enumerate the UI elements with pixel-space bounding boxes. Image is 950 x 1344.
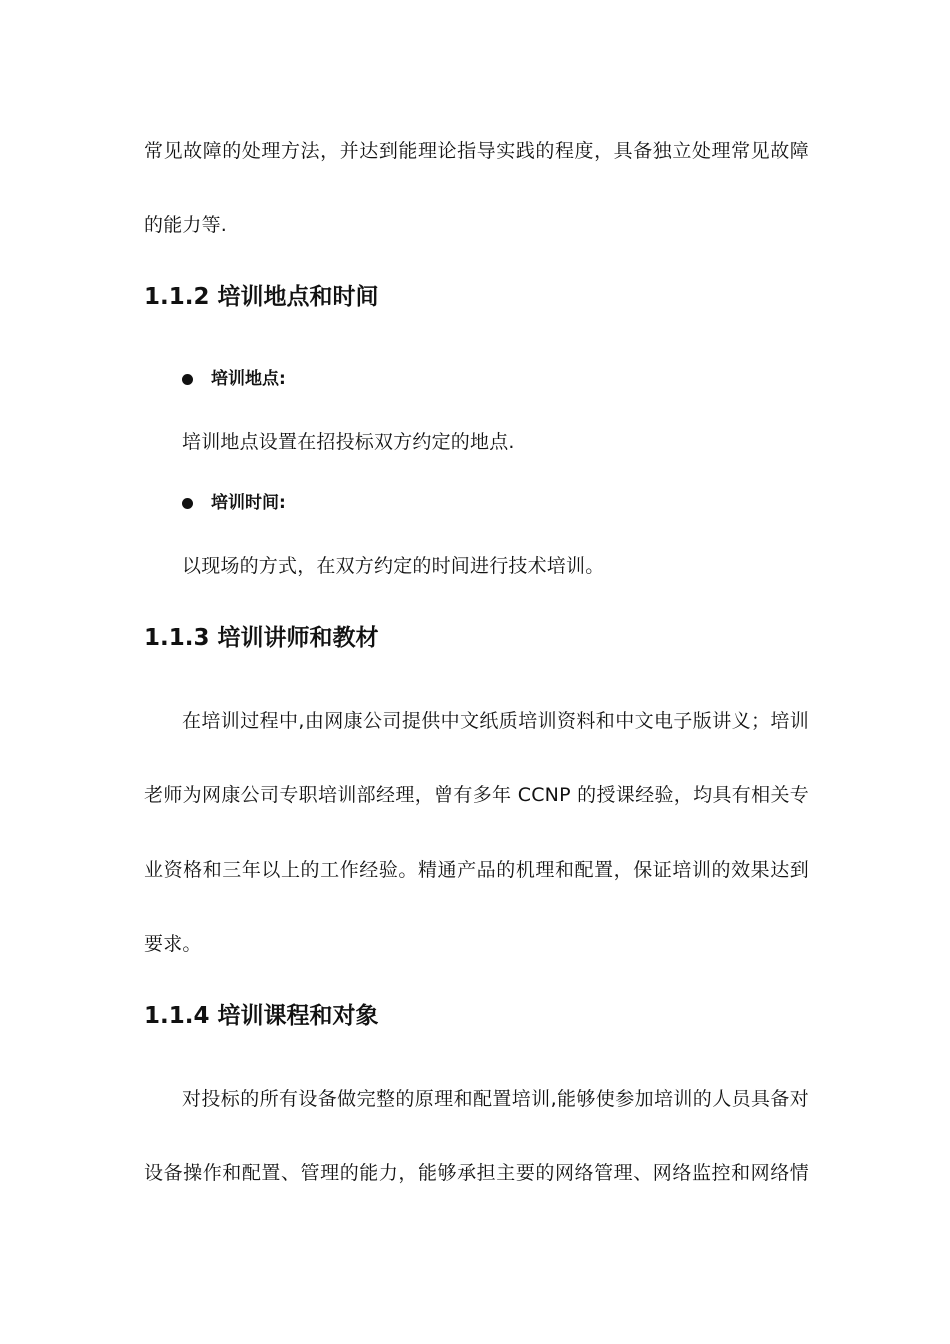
section-heading-1-1-3: 1.1.3 培训讲师和教材 [144,625,379,651]
section-heading-1-1-2: 1.1.2 培训地点和时间 [144,284,379,310]
paragraph-line: 业资格和三年以上的工作经验。精通产品的机理和配置，保证培训的效果达到 [144,859,809,881]
bullet-item-time [182,490,286,516]
paragraph-line: 的能力等. [144,214,228,236]
paragraph-line: 老师为网康公司专职培训部经理，曾有多年 CCNP 的授课经验，均具有相关专 [144,784,809,806]
bullet-text: 培训地点设置在招投标双方约定的地点. [182,431,515,453]
section-heading-1-1-4: 1.1.4 培训课程和对象 [144,1003,379,1029]
paragraph-line: 对投标的所有设备做完整的原理和配置培训,能够使参加培训的人员具备对 [182,1088,809,1110]
paragraph-line: 要求。 [144,933,202,955]
paragraph-line: 设备操作和配置、管理的能力，能够承担主要的网络管理、网络监控和网络情 [144,1162,809,1184]
bullet-label: 培训地点: [211,369,286,389]
bullet-label: 培训时间: [211,493,286,513]
bullet-dot-icon [182,374,193,385]
paragraph-line: 常见故障的处理方法，并达到能理论指导实践的程度，具备独立处理常见故障 [144,140,809,162]
paragraph-line: 在培训过程中,由网康公司提供中文纸质培训资料和中文电子版讲义；培训 [182,710,809,732]
bullet-dot-icon [182,498,193,509]
bullet-item-location [182,366,286,392]
bullet-text: 以现场的方式，在双方约定的时间进行技术培训。 [182,555,605,577]
